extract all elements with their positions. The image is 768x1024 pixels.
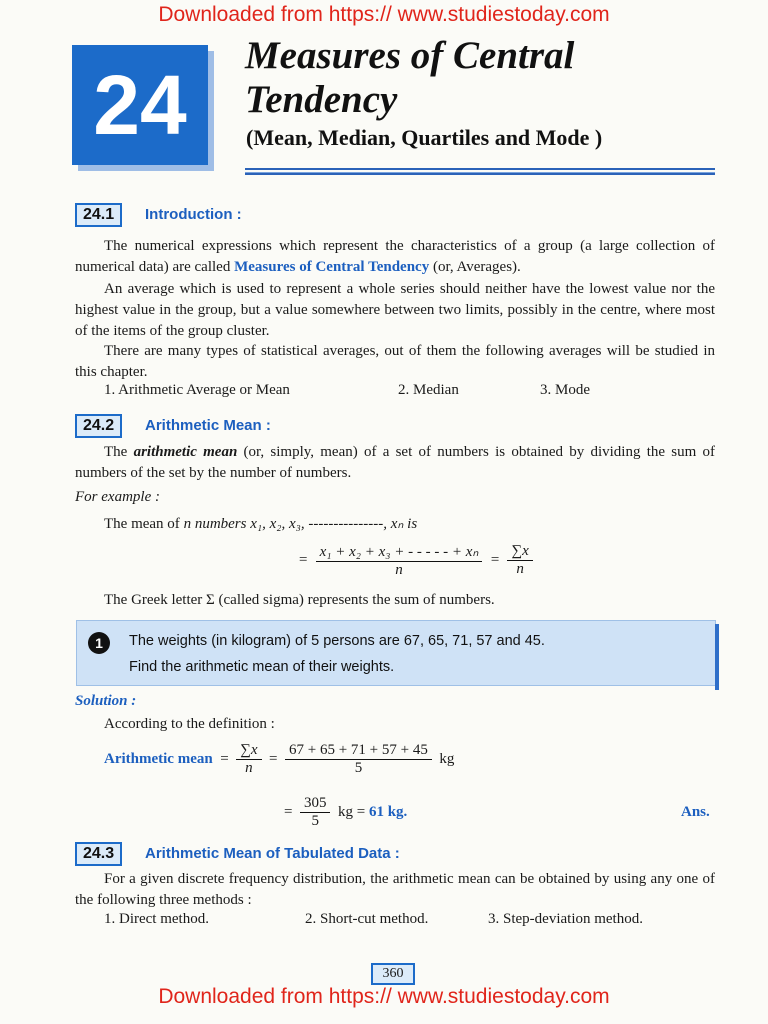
example-number-badge: 1	[88, 632, 110, 654]
example-box	[76, 620, 716, 686]
answer-label: Ans.	[681, 804, 710, 820]
watermark-bottom: Downloaded from https:// www.studiestoday.com	[158, 985, 610, 1008]
watermark-top: Downloaded from https:// www.studiestoday.com	[158, 3, 610, 26]
chapter-number-block: 24	[72, 45, 208, 165]
intro-paragraph-2: An average which is used to represent a whole series should neither have the lowest value nor the highest value in the group, but a value somewhere between two limits, possibly in the centre, where most of the items of the group cluster.	[75, 281, 715, 339]
mean-definition: The arithmetic mean (or, simply, mean) of a set of numbers is obtained by dividing the sum of numbers of the set by the number of numbers.	[75, 444, 715, 481]
section-title-arithmetic-mean: Arithmetic Mean :	[145, 417, 271, 434]
method-step-deviation: 3. Step-deviation method.	[488, 911, 643, 927]
section-title-tabulated-data: Arithmetic Mean of Tabulated Data :	[145, 845, 400, 862]
chapter-subtitle: (Mean, Median, Quartiles and Mode )	[246, 125, 603, 150]
solution-intro: According to the definition :	[104, 716, 275, 732]
for-example-label: For example :	[75, 489, 160, 505]
intro-paragraph-1: The numerical expressions which represent the characteristics of a group (a large collection of numerical data) are called Measures of Central Tendency (or, Averages).	[75, 238, 715, 275]
intro-paragraph-3: There are many types of statistical averages, out of them the following averages will be studied in this chapter.	[75, 343, 715, 380]
title-rule	[245, 168, 715, 175]
mean-statement: The mean of n numbers x₁, x₂, x₃, ---------------, xₙ is	[104, 516, 418, 532]
solution-label: Solution :	[75, 693, 137, 709]
sigma-note: The Greek letter Σ (called sigma) represents the sum of numbers.	[104, 592, 495, 608]
section-title-introduction: Introduction :	[145, 206, 242, 223]
arithmetic-mean-equation: Arithmetic mean = $\frac{\sum x}{n}$ = $\frac{67 + 65 + 71 + 57 + 45}{5}$ kg	[104, 742, 455, 776]
chapter-title: Measures of Central Tendency	[245, 34, 575, 121]
section-number-24-3: 24.3	[75, 842, 122, 866]
mean-formula: = $\frac{\text{x₁ + x₂ + x₃ + - - - - - + xₙ}}{n}$ = $\frac{\sum x}{n}$	[298, 542, 533, 579]
example-question-line-2: Find the arithmetic mean of their weights.	[129, 659, 395, 675]
example-question-line-1: The weights (in kilogram) of 5 persons are 67, 65, 71, 57 and 45.	[129, 633, 545, 649]
list-item-mean: 1. Arithmetic Average or Mean	[104, 382, 290, 398]
section-number-24-2: 24.2	[75, 414, 122, 438]
list-item-median: 2. Median	[398, 382, 459, 398]
tabulated-paragraph: For a given discrete frequency distribution, the arithmetic mean can be obtained by using any one of the following three methods :	[75, 871, 715, 908]
list-item-mode: 3. Mode	[540, 382, 590, 398]
method-short-cut: 2. Short-cut method.	[305, 911, 429, 927]
result-equation: = $\frac{305}{5}$ kg = 61 kg.	[284, 795, 408, 829]
page-number: 360	[371, 963, 415, 985]
method-direct: 1. Direct method.	[104, 911, 209, 927]
section-number-24-1: 24.1	[75, 203, 122, 227]
